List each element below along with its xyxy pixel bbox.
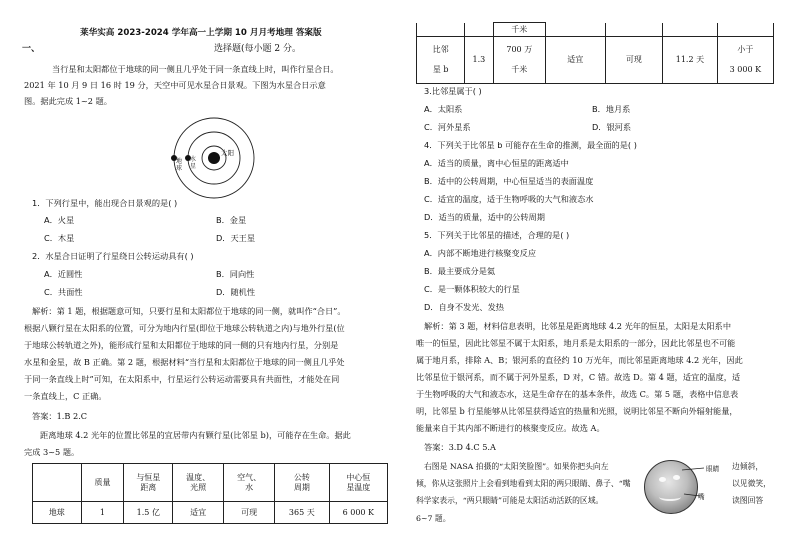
sun-icon [208,152,220,164]
q2-option-c: C．共面性 [44,287,83,297]
mercury-label-2: 星 [190,163,197,170]
intro-line-6: 右图是 NASA 拍摄的“太阳笑脸图”。如果你把头向左 [424,462,609,471]
answer-1: 答案：1.B 2.C [32,411,88,421]
mouth-spot [659,493,681,501]
q5-option-c: C．是一颗体积较大的行星 [424,284,520,294]
cell-distance: 700 万 千米 [493,37,546,84]
q5-option-d: D．自身不发光、发热 [424,302,504,312]
cell-mass: 1 [81,502,124,524]
cell-air-water: 可现 [224,502,275,524]
q3-option-a: A．太阳系 [424,104,463,114]
q3-option-d: D．银河系 [592,122,632,132]
mercury-label-1: 水 [190,156,197,163]
planet-table-proxima [416,22,774,84]
intro-line-7: 倾，你从这张照片上会看到地看到太阳的两只眼睛、鼻子、“嘴 [416,479,631,488]
mouth-label: 嘴 [698,493,705,501]
question-1: 1．下列行星中，能出现合日景观的是( ) [32,198,178,208]
eye-spot [673,475,680,480]
q3-option-b: B．地月系 [592,104,631,114]
cell-temperature: 适宜 [173,502,224,524]
section-title: 选择题(每小题 2 分。 [214,44,301,54]
explanation-2-line-1: 解析：第 3 题，材料信息表明，比邻星是距离地球 4.2 光年的恒星，太阳是太阳系中 [424,321,732,331]
explanation-1-line-2: 根据八颗行星在太阳系的位置，可分为地内行星(即位于地球公转轨道之内)与地外行星(位 [24,323,345,333]
q1-option-c: C．木星 [44,233,75,243]
q2-option-d: D．随机性 [216,287,256,297]
planet-table-earth [32,463,388,524]
eye-spot [659,477,666,482]
explanation-2-line-7: 能量来自于其内部不断进行的核聚变反应。故选 A。 [416,423,605,433]
explanation-2-line-5: 于生物呼吸的大气和液态水，这是生命存在的基本条件，故选 C。第 5 题，表格中信息表 [416,389,739,399]
cell-star-temp: 小于 3 000 K [717,37,773,84]
mercury-transit-diagram [170,114,258,202]
answer-2: 答案：3.D 4.C 5.A [424,442,496,452]
explanation-1-line-4: 水星和金星，故 B 正确。第 2 题，根据材料“当行星和太阳都位于地球的同一侧且几乎处 [24,357,345,367]
explanation-1-line-1: 解析：第 1 题，根据题意可知，只要行星和太阳都位于地球的同一侧，就叫作“合日”。 [32,306,346,316]
table-header-air-water: 空气、 水 [224,464,275,502]
q4-option-c: C．适宜的温度，适于生物呼吸的大气和液态水 [424,194,594,204]
table-header-star-temp: 中心恒 星温度 [329,464,387,502]
side-note-2: 以见微笑， [732,479,771,488]
q1-option-b: B．金星 [216,215,247,225]
cell-mass: 1.3 [465,37,493,84]
earth-label-2: 球 [176,165,183,172]
q4-option-d: D．适当的质量，适中的公转周期 [424,212,545,222]
intro-line-3: 图。据此完成 1~2 题。 [24,96,112,106]
q1-option-a: A．火星 [44,215,75,225]
table-header-temperature: 温度、 光照 [173,464,224,502]
doc-title: 莱华实高 2023-2024 学年高一上学期 10 月月考地理 答案版 [80,28,322,38]
table-header-period: 公转 周期 [275,464,330,502]
cell-distance: 1.5 亿 [124,502,173,524]
q5-option-a: A．内部不断地进行核聚变反应 [424,248,537,258]
intro-line-8: 科学家表示，“两只眼睛”可能是太阳活动活跃的区域。 [416,496,604,505]
side-note-3: 读图回答 [732,496,764,505]
explanation-2-line-6: 明，比邻星 b 行星能够从比邻星获得适宜的热量和光照，说明比邻星不断向外辐射能量， [416,406,738,416]
cell-temperature: 适宜 [546,37,605,84]
section-number: 一、 [22,44,41,54]
q3-option-c: C．河外星系 [424,122,471,132]
q2-option-a: A．近圆性 [44,269,83,279]
cell-air-water: 可现 [605,37,663,84]
q2-option-b: B．同向性 [216,269,255,279]
explanation-1-line-5: 于同一条直线上时”可知，在太阳系中，行星运行公转运动需要具有共面性，才能处在同 [24,374,340,384]
table-row [33,502,388,524]
explanation-2-line-4: 比邻星位于银河系，而不属于河外星系，D 对，C 错。故选 D。第 4 题，适宜的温度，适 [416,372,741,382]
left-column [18,0,393,560]
right-column [410,0,782,560]
intro-line-1: 当行星和太阳都位于地球的同一侧且几乎处于同一条直线上时，叫作行星合日。 [52,64,339,74]
question-2: 2．水星合日证明了行星绕日公转运动具有( ) [32,251,194,261]
earth-label-1: 地 [176,158,183,165]
sun-label: 太阳 [221,149,234,157]
table-header-distance: 与恒星 距离 [124,464,173,502]
intro-line-4: 距离地球 4.2 光年的位置比邻星的宜居带内有颗行星(比邻星 b)，可能存在生命。据此 [40,430,351,440]
eyes-label: 眼睛 [706,465,720,473]
side-note-1: 边倾斜， [732,462,764,471]
explanation-2-line-3: 属于地月系，排除 A、B；银河系的直径约 10 万光年，而比邻星距离地球 4.2 光年，因此 [416,355,743,365]
cell-top-unit: 千米 [493,23,546,37]
table-row [417,37,774,84]
explanation-1-line-3: 于地球公转轨道之外)，能形成行星和太阳都位于地球的同一侧的只有地内行星，分别是 [24,340,339,350]
question-3: 3.比邻星属于( ) [424,86,482,96]
question-4: 4．下列关于比邻星 b 可能存在生命的推测，最全面的是( ) [424,140,637,150]
intro-line-5: 完成 3~5 题。 [24,447,80,457]
table-header-blank [33,464,82,502]
question-5: 5．下列关于比邻星的描述，合理的是( ) [424,230,570,240]
cell-proxima-b: 比邻 星 b [417,37,465,84]
cell-period: 11.2 天 [663,37,718,84]
cell-period: 365 天 [275,502,330,524]
cell-earth: 地球 [33,502,82,524]
q1-option-d: D．天王星 [216,233,256,243]
intro-line-2: 2021 年 10 月 9 日 16 时 19 分，天空中可见水星合日景观。下图为水星合日示意 [24,80,326,90]
cell-star-temp: 6 000 K [329,502,387,524]
table-header-mass: 质量 [81,464,124,502]
explanation-2-line-2: 唯一的恒星，因此比邻星不属于太阳系，地月系是太阳系的一部分，因此比邻星也不可能 [416,338,736,348]
q4-option-a: A．适当的质量，离中心恒星的距离适中 [424,158,569,168]
intro-line-9: 6~7 题。 [416,514,451,523]
q5-option-b: B．最主要成分是氦 [424,266,496,276]
q4-option-b: B．适中的公转周期，中心恒星适当的表面温度 [424,176,594,186]
explanation-1-line-6: 一条直线上，C 正确。 [24,391,107,401]
